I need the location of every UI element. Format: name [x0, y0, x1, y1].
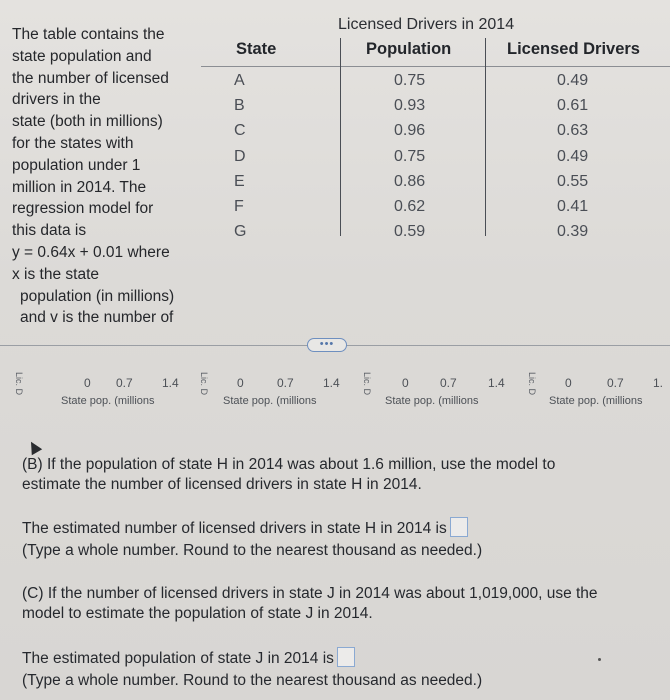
table-cell: A [234, 72, 245, 89]
desc-line: population under 1 [12, 156, 141, 174]
table-cell: 0.41 [557, 197, 589, 215]
tick-label: 0.7 [116, 376, 133, 390]
table-cell: C [234, 122, 246, 140]
tick-label: 0.7 [440, 376, 457, 390]
graph-choice-d[interactable] [525, 370, 670, 410]
tick-label: 0.7 [277, 376, 294, 390]
table-cell: 0.96 [394, 122, 426, 140]
question-c-prompt [22, 584, 598, 624]
question-b-prompt [22, 455, 555, 495]
x-axis-label: State pop. (millions [549, 395, 643, 407]
desc-line: The table contains the [12, 26, 165, 43]
desc-line: this data is [12, 222, 87, 240]
table-cell: 0.63 [557, 122, 589, 140]
table-header-rule [201, 66, 670, 67]
table-cell: 0.59 [394, 223, 426, 241]
table-cell: 0.75 [394, 72, 426, 89]
x-axis-label: State pop. (millions [385, 395, 479, 407]
graph-choice-c[interactable] [360, 370, 530, 410]
table-cell: 0.93 [394, 97, 426, 115]
y-axis-label: Lic. D [199, 372, 209, 396]
desc-line: million in 2014. The [12, 178, 147, 196]
table-title: Licensed Drivers in 2014 [338, 16, 515, 33]
answer-input-c[interactable] [337, 647, 355, 667]
desc-line: x is the state [12, 265, 100, 283]
x-axis-label: State pop. (millions [61, 395, 155, 407]
desc-line: state population and [12, 47, 152, 65]
tick-label: 0.7 [607, 376, 624, 390]
tick-label: 0 [402, 376, 409, 390]
answer-label: The estimated number of licensed drivers in state H in 2014 is [22, 520, 447, 537]
stray-dot [598, 658, 601, 661]
table-cell: 0.49 [557, 72, 589, 89]
desc-line: regression model for [12, 200, 154, 218]
desc-line: state (both in millions) [12, 113, 163, 131]
tick-label: 0 [565, 376, 572, 390]
y-axis-label: Lic. D [362, 372, 372, 396]
tick-label: 1. [653, 376, 664, 390]
table-column-rule [340, 38, 341, 236]
answer-hint: (Type a whole number. Round to the nearest thousand as needed.) [22, 672, 483, 689]
y-axis-label: Lic. D [14, 372, 24, 396]
desc-line: for the states with [12, 134, 134, 152]
column-header-licensed-drivers: Licensed Drivers [507, 40, 640, 58]
table-cell: 0.55 [557, 172, 589, 190]
licensed-drivers-column [557, 68, 607, 244]
mouse-cursor-icon [26, 439, 42, 455]
table-cell: 0.86 [394, 172, 426, 190]
table-cell: E [234, 172, 245, 190]
table-cell: 0.62 [394, 197, 426, 215]
question-c-line: (C) If the number of licensed drivers in state J in 2014 was about 1,019,000, use the [22, 585, 598, 602]
question-b-line: (B) If the population of state H in 2014 was about 1.6 million, use the model to [22, 456, 556, 473]
tick-label: 1.4 [488, 376, 505, 390]
desc-line: population (in millions) [20, 287, 175, 305]
problem-description [12, 24, 202, 329]
graph-choice-a[interactable] [10, 370, 180, 410]
answer-hint: (Type a whole number. Round to the nearest thousand as needed.) [22, 542, 483, 559]
table-cell: D [234, 147, 246, 165]
column-header-population: Population [366, 40, 452, 58]
question-c-line: model to estimate the population of state J in 2014. [22, 605, 373, 622]
y-axis-label: Lic. D [527, 372, 537, 396]
expand-ellipsis-button[interactable]: ••• [307, 338, 347, 352]
table-cell: B [234, 97, 245, 115]
column-header-state: State [236, 40, 277, 58]
graph-choice-b[interactable] [197, 370, 357, 410]
regression-equation: y = 0.64x + 0.01 where [12, 243, 170, 261]
table-cell: F [234, 197, 244, 215]
desc-line: drivers in the [12, 91, 101, 109]
answer-input-b[interactable] [450, 517, 468, 537]
table-column-rule [485, 38, 486, 236]
table-cell: 0.39 [557, 223, 589, 241]
question-c-answer-row [22, 647, 482, 669]
table-cell: 0.49 [557, 147, 589, 165]
tick-label: 0 [84, 376, 91, 390]
table-cell: 0.75 [394, 147, 426, 165]
tick-label: 1.4 [162, 376, 179, 390]
table-cell: G [234, 223, 247, 241]
data-table [201, 38, 670, 241]
question-b-line: estimate the number of licensed drivers in state H in 2014. [22, 476, 422, 493]
question-c-answer [22, 647, 482, 691]
population-column [394, 68, 444, 244]
question-b-answer [22, 517, 482, 561]
question-b-answer-row [22, 517, 482, 539]
tick-label: 1.4 [323, 376, 340, 390]
state-column [234, 68, 264, 244]
tick-label: 0 [237, 376, 244, 390]
x-axis-label: State pop. (millions [223, 395, 317, 407]
desc-line: the number of licensed [12, 69, 169, 87]
table-cell: 0.61 [557, 97, 589, 115]
answer-label: The estimated population of state J in 2014 is [22, 650, 334, 667]
desc-line: and v is the number of [20, 309, 174, 327]
